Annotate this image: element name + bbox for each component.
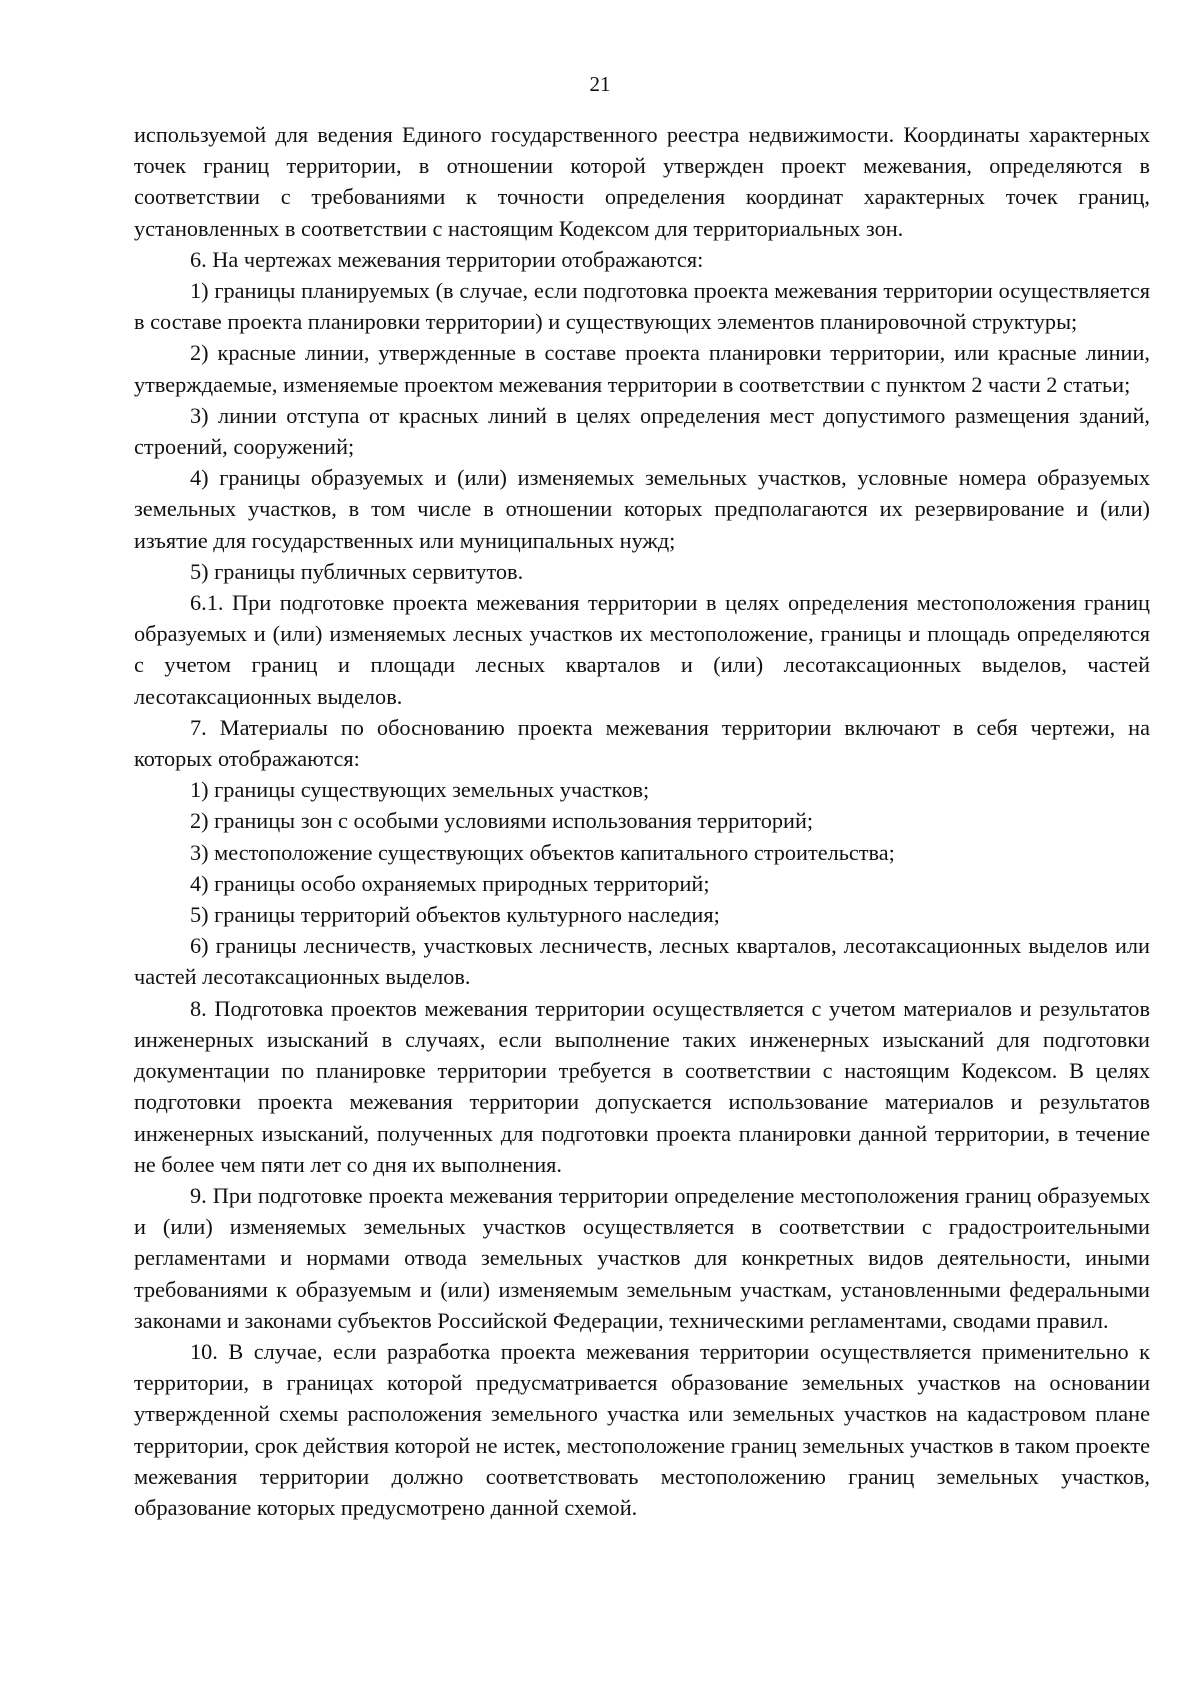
paragraph: 2) границы зон с особыми условиями использования территорий; <box>190 808 814 834</box>
paragraph: 2) красные линии, утвержденные в составе проекта планировки территории, или красные линии, утверждаемые, изменяемые проектом межевания территории в соответствии с пунктом 2 части 2 статьи; <box>134 340 1150 397</box>
page-number: 21 <box>589 72 611 96</box>
paragraph: 1) границы планируемых (в случае, если подготовка проекта межевания территории осуществляется в составе проекта планировки территории) и существующих элементов планировочной структуры; <box>134 278 1150 335</box>
paragraph: 3) линии отступа от красных линий в целях определения мест допустимого размещения зданий, строений, сооружений; <box>134 402 1150 460</box>
paragraph: 7. Материалы по обоснованию проекта межевания территории включают в себя чертежи, на которых отображаются: <box>134 714 1150 772</box>
document-body <box>134 119 1150 1523</box>
paragraph: 5) границы публичных сервитутов. <box>190 558 524 584</box>
paragraph: используемой для ведения Единого государственного реестра недвижимости. Координаты характерных точек границ территории, в отношении которой утвержден проект межевания, определяются в соответствии с требованиями к точности определения координат характерных точек границ, установленных в соответствии с настоящим Кодексом для территориальных зон. <box>134 122 1150 241</box>
paragraph: 4) границы образуемых и (или) изменяемых земельных участков, условные номера образуемых земельных участков, в том числе в отношении которых предполагаются их резервирование и (или) изъятие для государственных или муниципальных нужд; <box>134 465 1150 553</box>
paragraph: 9. При подготовке проекта межевания территории определение местоположения границ образуемых и (или) изменяемых земельных участков осуществляется в соответствии с градостроительными регламентами и нормами отвода земельных участков для конкретных видов деятельности, иными требованиями к образуемым и (или) изменяемым земельным участкам, установленными федеральными законами и законами субъектов Российской Федерации, техническими регламентами, сводами правил. <box>134 1182 1150 1333</box>
paragraph: 5) границы территорий объектов культурного наследия; <box>190 902 720 928</box>
paragraph: 1) границы существующих земельных участков; <box>190 777 650 803</box>
paragraph: 8. Подготовка проектов межевания территории осуществляется с учетом материалов и результатов инженерных изысканий в случаях, если выполнение таких инженерных изысканий для подготовки документации по планировке территории требуется в соответствии с настоящим Кодексом. В целях подготовки проекта межевания территории допускается использование материалов и результатов инженерных изысканий, полученных для подготовки проекта планировки данной территории, в течение не более чем пяти лет со дня их выполнения. <box>134 995 1150 1177</box>
paragraph: 4) границы особо охраняемых природных территорий; <box>190 870 710 896</box>
paragraph: 6.1. При подготовке проекта межевания территории в целях определения местоположения границ образуемых и (или) изменяемых лесных участков их местоположение, границы и площадь определяются с учетом границ и площади лесных кварталов и (или) лесотаксационных выделов, частей лесотаксационных выделов. <box>134 590 1150 709</box>
paragraph: 6. На чертежах межевания территории отображаются: <box>190 246 704 272</box>
paragraph: 3) местоположение существующих объектов капитального строительства; <box>190 839 895 865</box>
paragraph: 6) границы лесничеств, участковых лесничеств, лесных кварталов, лесотаксационных выделов или частей лесотаксационных выделов. <box>134 933 1150 990</box>
paragraph: 10. В случае, если разработка проекта межевания территории осуществляется применительно к территории, в границах которой предусматривается образование земельных участков на основании утвержденной схемы расположения земельного участка или земельных участков на кадастровом плане территории, срок действия которой не истек, местоположение границ земельных участков в таком проекте межевания территории должно соответствовать местоположению границ земельных участков, образование которых предусмотрено данной схемой. <box>134 1338 1150 1520</box>
